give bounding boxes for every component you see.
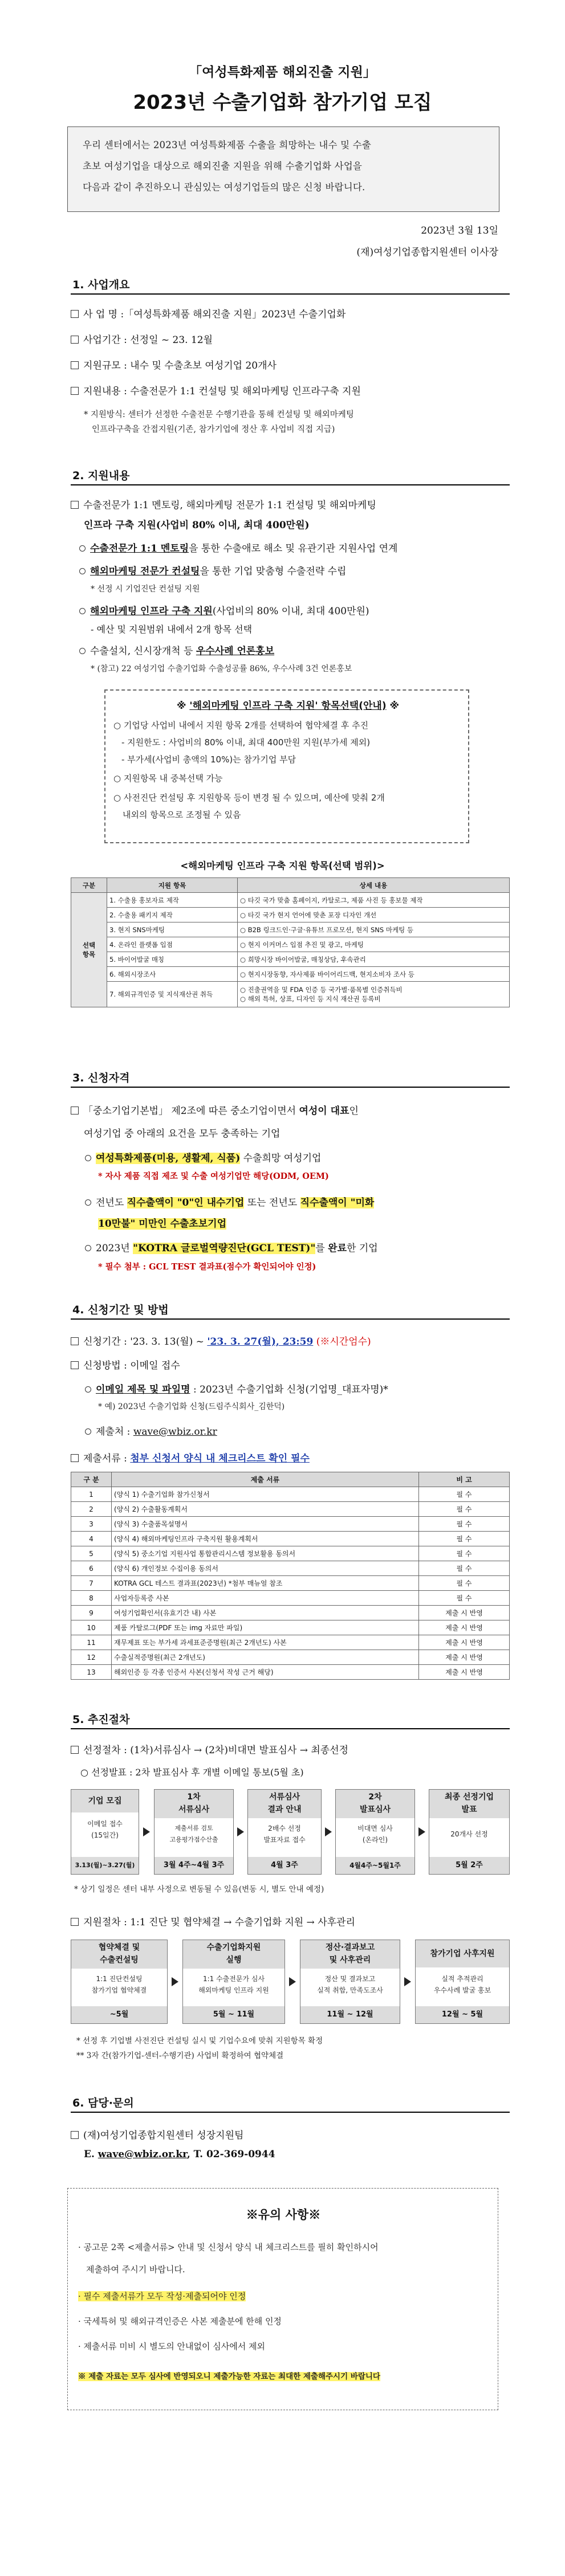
process-step-head: 수출기업화지원 실행 xyxy=(183,1940,284,1969)
intro-line-2: 초보 여성기업을 대상으로 해외진출 지원을 위해 수출기업화 사업을 xyxy=(83,161,363,172)
table-cell: 11 xyxy=(71,1635,112,1650)
table-cell: ○ 현지 이커머스 입점 추진 및 광고, 마케팅 xyxy=(238,937,510,952)
s1-note-1: * 지원방식: 센터가 선정한 수출전문 수행기관을 통해 컨설팅 및 해외마케팅 xyxy=(84,410,354,419)
s4-period: 신청기간 : '23. 3. 13(월) ~ '23. 3. 27(월), 23:59 (※시간엄수) xyxy=(71,1333,371,1348)
s5-select-flow: 선정절차 : (1차)서류심사 → (2차)비대면 발표심사 → 최종선정 xyxy=(71,1742,348,1756)
checkbox-icon xyxy=(71,2131,79,2139)
table-header: 제출 서류 xyxy=(112,1472,419,1487)
process-step-body: 제출서류 검토 고용평가점수산출 xyxy=(169,1824,218,1843)
process-step-body: 정산 및 결과보고 실적 취합, 만족도조사 xyxy=(317,1975,383,1994)
table-row xyxy=(71,952,510,967)
table-row xyxy=(71,1665,510,1680)
circle-bullet-icon xyxy=(79,648,86,654)
arrow-right-icon xyxy=(418,1827,425,1836)
s3-main-line-1: 「중소기업기본법」 제2조에 따른 중소기업이면서 여성이 대표인 xyxy=(71,1103,359,1117)
s2-item-2-note: * 선정 시 기업진단 컨설팅 지원 xyxy=(91,585,200,594)
announcement-date: 2023년 3월 13일 xyxy=(421,225,498,236)
section-3-divider xyxy=(71,1087,510,1088)
s3-criteria-1-note: * 자사 제품 직접 제조 및 수출 여성기업만 해당(ODM, OEM) xyxy=(98,1171,329,1181)
table-row xyxy=(71,967,510,982)
page-title: 2023년 수출기업화 참가기업 모집 xyxy=(133,91,432,114)
table-cell: KOTRA GCL 테스트 결과표(2023년) *첨부 매뉴얼 참조 xyxy=(112,1576,419,1591)
section-5-title: 5. 추진절차 xyxy=(72,1713,130,1726)
table-cell: ○ 진출권역을 및 FDA 인증 등 국가별·품목별 인증취득비 ○ 해외 특허, 상표, 디자인 등 지식 재산권 등록비 xyxy=(238,982,510,1007)
table-cell: (양식 6) 개인정보 수집이용 동의서 xyxy=(112,1561,419,1576)
circle-bullet-icon xyxy=(85,1245,91,1251)
checkbox-icon xyxy=(71,336,79,344)
table-header: 상세 내용 xyxy=(238,878,510,893)
s5-steps2-note-1: * 선정 후 기업별 사전진단 컨설팅 실시 및 기업수요에 맞춰 지원항목 확정 xyxy=(76,2036,323,2046)
table-row xyxy=(71,1650,510,1665)
table-cell: ○ 현지시장동향, 자사제품 바이어리드백, 현지소비자 조사 등 xyxy=(238,967,510,982)
table-cell: 2 xyxy=(71,1502,112,1517)
s2-main-line-1: 수출전문가 1:1 멘토링, 해외마케팅 전문가 1:1 컨설팅 및 해외마케팅 xyxy=(71,497,376,511)
process-step-body: 비대면 심사 (온라인) xyxy=(357,1824,393,1844)
s5-steps1-note: * 상기 일정은 센터 내부 사정으로 변동될 수 있음(변동 시, 별도 안내 예정) xyxy=(74,1885,324,1894)
table-cell: 12 xyxy=(71,1650,112,1665)
s2-item-3-sub: - 예산 및 지원범위 내에서 2개 항목 선택 xyxy=(91,624,253,635)
s5-support-flow: 지원절차 : 1:1 진단 및 협약체결 → 수출기업화 지원 → 사후관리 xyxy=(71,1914,355,1928)
s2-item-2: 해외마케팅 전문가 컨설팅을 통한 기업 맞춤형 수출전략 수립 xyxy=(79,563,346,577)
infra-guide-line-5: ○ 사전진단 컨설팅 후 지원항목 등이 변경 될 수 있으며, 예산에 맞춰 2개 xyxy=(113,793,385,803)
table-row xyxy=(71,1561,510,1576)
s5-steps2-note-2: ** 3자 간(참가기업-센터-수행기관) 사업비 확정하여 협약체결 xyxy=(76,2051,284,2060)
circle-bullet-icon xyxy=(79,608,86,614)
process-step-head: 협약체결 및 수출컨설팅 xyxy=(71,1940,167,1969)
process-step xyxy=(182,1940,285,2024)
caution-line-5: · 제출서류 미비 시 별도의 안내없이 심사에서 제외 xyxy=(78,2341,265,2352)
table-cell: 6 xyxy=(71,1561,112,1576)
announcement-signature: (재)여성기업종합지원센터 이사장 xyxy=(356,247,498,258)
circle-bullet-icon xyxy=(85,1428,91,1435)
arrow-right-icon xyxy=(325,1827,332,1836)
table-cell: 필 수 xyxy=(419,1546,510,1561)
circle-bullet-icon xyxy=(85,1199,91,1206)
s4-docs: 제출서류 : 첨부 신청서 양식 내 체크리스트 확인 필수 xyxy=(71,1450,310,1464)
table-cell: 3 xyxy=(71,1517,112,1532)
process-step-head: 최종 선정기업 발표 xyxy=(429,1790,509,1818)
s2-main-line-2: 인프라 구축 지원(사업비 80% 이내, 최대 400만원) xyxy=(84,520,310,531)
circle-bullet-icon xyxy=(85,1386,91,1393)
s3-criteria-2-line-2: 10만불" 미만인 수출초보기업 xyxy=(98,1218,226,1230)
intro-line-3: 다음과 같이 추진하오니 관심있는 여성기업들의 많은 신청 바랍니다. xyxy=(83,182,365,193)
table-cell: 필 수 xyxy=(419,1487,510,1502)
process-step xyxy=(247,1789,322,1875)
process-step-body: 1:1 수출전문가 심사 해외마케팅 인프라 지원 xyxy=(198,1975,269,1994)
s6-contact: E. wave@wbiz.or.kr, T. 02-369-0944 xyxy=(84,2149,275,2160)
arrow-right-icon xyxy=(289,1977,296,1986)
arrow-right-icon xyxy=(143,1827,150,1836)
table-row xyxy=(71,1502,510,1517)
s4-method: 신청방법 : 이메일 접수 xyxy=(71,1357,180,1371)
process-step xyxy=(154,1789,234,1875)
process-step-date: 5월 2주 xyxy=(429,1857,509,1874)
table-cell: 제출 시 반영 xyxy=(419,1635,510,1650)
s1-note-2: 인프라구축을 간접지원(기존, 참가기업에 정산 후 사업비 직접 지급) xyxy=(92,425,335,434)
infra-guide-line-2: - 지원한도 : 사업비의 80% 이내, 최대 400만원 지원(부가세 제외) xyxy=(121,737,371,748)
circle-bullet-icon xyxy=(79,545,86,552)
table-header-row xyxy=(71,1472,510,1487)
process-step-head: 2차 발표심사 xyxy=(336,1790,414,1818)
table-row xyxy=(71,893,510,908)
table-cell: 7 xyxy=(71,1576,112,1591)
table-cell: 해외인증 등 각종 인증서 사본(신청서 작성 근거 해당) xyxy=(112,1665,419,1680)
table-row xyxy=(71,908,510,922)
caution-line-6: ※ 제출 자료는 모두 심사에 반영되오니 제출가능한 자료는 최대한 제출해주시기 바랍니다 xyxy=(78,2372,380,2381)
table-group-label: 선택 항목 xyxy=(71,893,107,1007)
table-cell: 10 xyxy=(71,1620,112,1635)
table-cell: ○ 타깃 국가 맞춤 홈페이지, 카탈로그, 제품 사진 등 홍보물 제작 xyxy=(238,893,510,908)
process-step xyxy=(429,1789,510,1875)
s3-criteria-3-note: * 필수 첨부 : GCL TEST 결과표(점수가 확인되어야 인정) xyxy=(98,1262,316,1272)
section-1-divider xyxy=(71,293,510,295)
checkbox-icon xyxy=(71,387,79,395)
intro-box xyxy=(67,126,499,212)
table-cell: 6. 해외시장조사 xyxy=(107,967,238,982)
s3-criteria-3: 2023년 "KOTRA 글로벌역량진단(GCL TEST)"를 완료한 기업 xyxy=(85,1240,378,1254)
table-cell: 7. 해외규격인증 및 지식재산권 취득 xyxy=(107,982,238,1007)
table-header: 비 고 xyxy=(419,1472,510,1487)
submit-email-link[interactable]: wave@wbiz.or.kr xyxy=(133,1426,217,1438)
table-row xyxy=(71,922,510,937)
table-cell: 제품 카탈로그(PDF 또는 img 자료만 파일) xyxy=(112,1620,419,1635)
table-cell: (양식 1) 수출기업화 참가신청서 xyxy=(112,1487,419,1502)
s1-item-1: 사 업 명 :「여성특화제품 해외진출 지원」2023년 수출기업화 xyxy=(71,306,345,320)
process-step-body: 20개사 선정 xyxy=(450,1830,488,1838)
page-subtitle: 「여성특화제품 해외진출 지원」 xyxy=(189,65,376,80)
table-row xyxy=(71,1532,510,1546)
s1-item-3: 지원규모 : 내수 및 수출초보 여성기업 20개사 xyxy=(71,357,277,372)
process-step-date: 12월 ~ 5월 xyxy=(416,2006,509,2023)
process-step-head: 서류심사 결과 안내 xyxy=(248,1790,321,1818)
infra-guide-box xyxy=(104,689,469,843)
arrow-right-icon xyxy=(404,1977,411,1986)
table-cell: 3. 현지 SNS마케팅 xyxy=(107,922,238,937)
table-cell: 필 수 xyxy=(419,1532,510,1546)
caution-line-4: · 국세특허 및 해외규격인증은 사본 제출분에 한해 인정 xyxy=(78,2316,282,2326)
process-step xyxy=(415,1940,510,2024)
table-cell: 5. 바이어발굴 매칭 xyxy=(107,952,238,967)
process-step-date: 3.13(월)~3.27(월) xyxy=(71,1857,139,1874)
s2-item-4: 수출설치, 신시장개척 등 우수사례 언론홍보 xyxy=(79,643,274,657)
table-header-row xyxy=(71,878,510,893)
process-step xyxy=(71,1940,168,2024)
process-step-head: 정산·결과보고 및 사후관리 xyxy=(300,1940,400,1969)
caution-line-3: · 필수 제출서류가 모두 작성·제출되어야 인정 xyxy=(78,2291,246,2301)
table-cell: 수출실적증명원(최근 2개년도) xyxy=(112,1650,419,1665)
s4-email-example: * 예) 2023년 수출기업화 신청(드림주식회사_김한덕) xyxy=(98,1402,285,1411)
table-row xyxy=(71,1620,510,1635)
s3-criteria-2-line-1: 전년도 직수출액이 "0"인 내수기업 또는 전년도 직수출액이 "미화 xyxy=(85,1194,374,1209)
process-step-body: 실적 추적관리 우수사례 발굴 홍보 xyxy=(433,1975,491,1994)
section-3-title: 3. 신청자격 xyxy=(72,1072,130,1084)
process-step-body: 1:1 진단컨설팅 참가기업 협약체결 xyxy=(91,1975,147,1994)
infra-guide-line-3: - 부가세(사업비 총액의 10%)는 참가기업 부담 xyxy=(121,754,296,765)
process-step xyxy=(300,1940,400,2024)
table-row xyxy=(71,982,510,1007)
checkbox-icon xyxy=(71,1337,79,1345)
section-4-title: 4. 신청기간 및 방법 xyxy=(72,1304,169,1316)
table-row xyxy=(71,1606,510,1620)
contact-email-link[interactable]: wave@wbiz.or.kr xyxy=(97,2149,187,2160)
process-step-body: 이메일 접수 (15일간) xyxy=(87,1820,123,1839)
table-cell: 2. 수출용 패키지 제작 xyxy=(107,908,238,922)
s5-select-note: ○ 선정발표 : 2차 발표심사 후 개별 이메일 통보(5월 초) xyxy=(80,1767,304,1778)
submit-docs-table xyxy=(71,1472,510,1680)
table-cell: 8 xyxy=(71,1591,112,1606)
table-cell: 여성기업확인서(유효기간 내) 사본 xyxy=(112,1606,419,1620)
table-cell: (양식 5) 중소기업 지원사업 통합관리시스템 정보활용 동의서 xyxy=(112,1546,419,1561)
infra-items-table xyxy=(71,877,510,1007)
table-header: 구 분 xyxy=(71,1472,112,1487)
process-step-head: 1차 서류심사 xyxy=(155,1790,233,1818)
table-cell: 5 xyxy=(71,1546,112,1561)
caution-title: ※유의 사항※ xyxy=(246,2207,321,2222)
table-cell: 제출 시 반영 xyxy=(419,1665,510,1680)
checkbox-icon xyxy=(71,1107,79,1115)
table-row xyxy=(71,937,510,952)
s1-item-4: 지원내용 : 수출전문가 1:1 컨설팅 및 해외마케팅 인프라구축 지원 xyxy=(71,383,361,397)
checkbox-icon xyxy=(71,501,79,509)
table-cell: ○ 타깃 국가 현지 언어에 맞춘 포장 디자인 개선 xyxy=(238,908,510,922)
select-process-flow xyxy=(71,1789,510,1875)
table-row xyxy=(71,1576,510,1591)
table-row xyxy=(71,1487,510,1502)
circle-bullet-icon xyxy=(79,568,86,574)
table-cell: 필 수 xyxy=(419,1502,510,1517)
table-cell: 제출 시 반영 xyxy=(419,1650,510,1665)
table-cell: (양식 2) 수출활동계획서 xyxy=(112,1502,419,1517)
caution-box xyxy=(67,2188,498,2410)
infra-table-caption: <해외마케팅 인프라 구축 지원 항목(선택 범위)> xyxy=(180,860,385,871)
table-header: 지원 항목 xyxy=(107,878,238,893)
process-step-date: ~5월 xyxy=(71,2006,167,2023)
caution-line-1: · 공고문 2쪽 <제출서류> 안내 및 신청서 양식 내 체크리스트를 필히 확인하시어 xyxy=(78,2242,379,2252)
s3-main-line-2: 여성기업 중 아래의 요건을 모두 충족하는 기업 xyxy=(84,1128,281,1140)
checkbox-icon xyxy=(71,1454,79,1462)
s2-item-3: 해외마케팅 인프라 구축 지원(사업비의 80% 이내, 최대 400만원) xyxy=(79,603,369,617)
s2-item-4-note: * (참고) 22 여성기업 수출기업화 수출성공률 86%, 우수사례 3건 언론홍보 xyxy=(91,664,352,673)
table-cell: 필 수 xyxy=(419,1517,510,1532)
table-cell: 1. 수출용 홍보자료 제작 xyxy=(107,893,238,908)
infra-guide-line-1: ○ 기업당 사업비 내에서 지원 항목 2개를 선택하여 협약체결 후 추진 xyxy=(113,720,369,730)
table-cell: 4 xyxy=(71,1532,112,1546)
table-cell: (양식 4) 해외마케팅인프라 구축지원 활용계획서 xyxy=(112,1532,419,1546)
checkbox-icon xyxy=(71,1361,79,1369)
s3-criteria-1: 여성특화제품(미용, 생활제, 식품) 수출희망 여성기업 xyxy=(85,1150,321,1164)
s1-item-2: 사업기간 : 선정일 ~ 23. 12월 xyxy=(71,332,213,346)
process-step-body: 2배수 선정 발표자료 접수 xyxy=(263,1824,306,1844)
section-6-title: 6. 담당·문의 xyxy=(72,2097,134,2109)
arrow-right-icon xyxy=(172,1977,178,1986)
section-2-title: 2. 지원내용 xyxy=(72,470,130,482)
process-step-date: 4월 3주 xyxy=(248,1857,321,1874)
table-cell: 필 수 xyxy=(419,1576,510,1591)
table-cell: 4. 온라인 플랫폼 입점 xyxy=(107,937,238,952)
process-step xyxy=(335,1789,415,1875)
section-6-divider xyxy=(71,2112,510,2113)
infra-guide-line-4: ○ 지원항목 내 중복선택 가능 xyxy=(113,773,223,783)
table-cell: 13 xyxy=(71,1665,112,1680)
table-row xyxy=(71,1546,510,1561)
s4-email-subject: 이메일 제목 및 파일명 : 2023년 수출기업화 신청(기업명_대표자명)* xyxy=(85,1381,388,1395)
process-step-date: 4월4주~5월1주 xyxy=(336,1857,414,1874)
checkbox-icon xyxy=(71,361,79,369)
s4-submit-to: 제출처 : wave@wbiz.or.kr xyxy=(85,1423,217,1438)
circle-bullet-icon xyxy=(85,1155,91,1161)
table-cell: 필 수 xyxy=(419,1591,510,1606)
intro-line-1: 우리 센터에서는 2023년 여성특화제품 수출을 희망하는 내수 및 수출 xyxy=(83,140,371,150)
infra-guide-title: ※ '해외마케팅 인프라 구축 지원' 항목선택(안내) ※ xyxy=(176,700,400,712)
table-header: 구분 xyxy=(71,878,107,893)
process-step-head: 참가기업 사후지원 xyxy=(416,1940,509,1967)
s2-item-1: 수출전문가 1:1 멘토링을 통한 수출애로 해소 및 유관기관 지원사업 연계 xyxy=(79,540,397,554)
table-cell: 재무제표 또는 부가세 과세표준증명원(최근 2개년도) 사본 xyxy=(112,1635,419,1650)
checkbox-icon xyxy=(71,1746,79,1754)
table-cell: 제출 시 반영 xyxy=(419,1606,510,1620)
process-step-date: 5월 ~ 11월 xyxy=(183,2006,284,2023)
process-step-head: 기업 모집 xyxy=(71,1790,139,1812)
table-cell: ○ 희망시장 바이어발굴, 매칭상담, 후속관리 xyxy=(238,952,510,967)
table-cell: 1 xyxy=(71,1487,112,1502)
table-cell: 9 xyxy=(71,1606,112,1620)
table-cell: 사업자등록증 사본 xyxy=(112,1591,419,1606)
arrow-right-icon xyxy=(237,1827,244,1836)
checkbox-icon xyxy=(71,310,79,318)
table-cell: (양식 3) 수출품목설명서 xyxy=(112,1517,419,1532)
section-1-title: 1. 사업개요 xyxy=(72,279,130,291)
infra-guide-line-6: 내외의 항목으로 조정될 수 있음 xyxy=(123,810,241,820)
table-cell: 필 수 xyxy=(419,1561,510,1576)
table-row xyxy=(71,1517,510,1532)
support-process-flow xyxy=(71,1940,510,2024)
table-cell: 제출 시 반영 xyxy=(419,1620,510,1635)
table-cell: ○ B2B 링크드인·구글·유튜브 프로모션, 현지 SNS 마케팅 등 xyxy=(238,922,510,937)
process-step-date: 11월 ~ 12월 xyxy=(300,2006,400,2023)
section-2-divider xyxy=(71,484,510,485)
caution-line-2: 제출하여 주시기 바랍니다. xyxy=(86,2264,185,2275)
table-row xyxy=(71,1635,510,1650)
process-step-date: 3월 4주~4월 3주 xyxy=(155,1857,233,1874)
table-row xyxy=(71,1591,510,1606)
section-5-divider xyxy=(71,1728,510,1729)
section-4-divider xyxy=(71,1318,510,1320)
s6-dept: (재)여성기업종합지원센터 성장지원팀 xyxy=(71,2127,243,2141)
checkbox-icon xyxy=(71,1918,79,1926)
process-step xyxy=(71,1789,139,1875)
